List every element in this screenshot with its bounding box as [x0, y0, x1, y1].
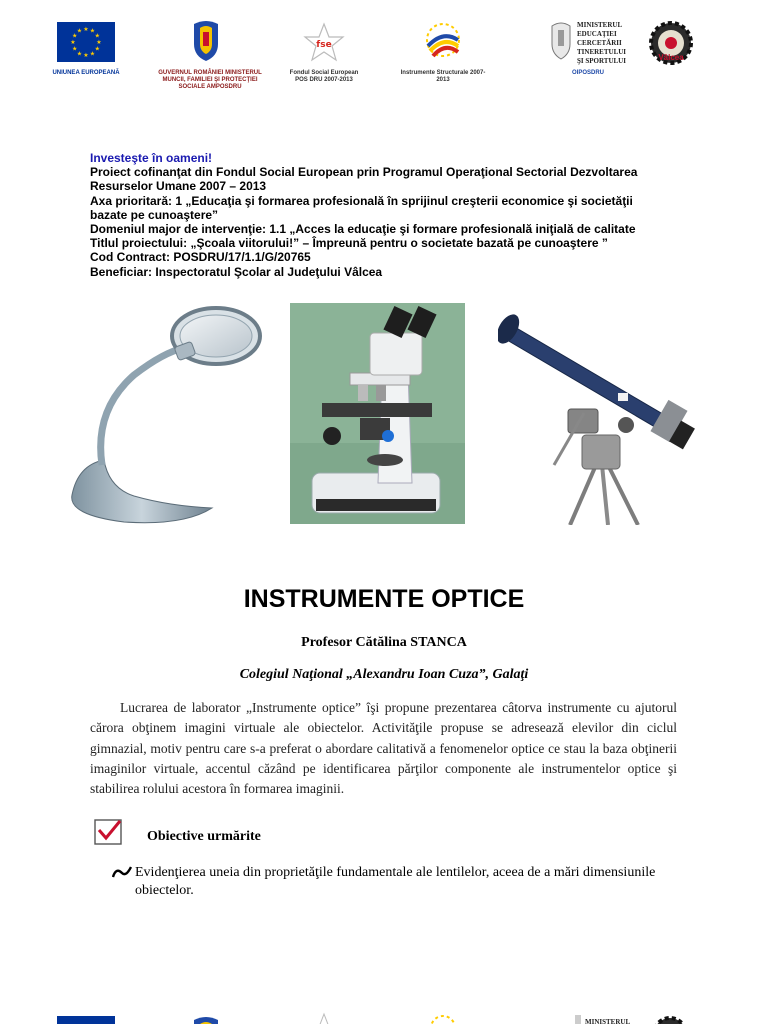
is-caption: Instrumente Structurale 2007-2013	[400, 70, 486, 83]
ministry-emblem-logo	[550, 20, 572, 60]
intro-paragraph: Lucrarea de laborator „Instrumente optice” îşi propune prezentarea câtorva instrumente cu ajutorul cărora obţinem imagini virtuale ale obiectelor. Activităţile propuse se adresează elevilor din ciclul gimnazial, motiv pentru care s-a preferat o abordare calitativă a fenomenelor optice ce stau la baza obţinerii imaginilor virtuale, accentul căzând pe identificarea părţilor componente ale instrumentelor optice şi stabilirea rolului acestora în formarea imaginii.	[90, 700, 677, 797]
fse-caption: Fondul Social European POS DRU 2007-2013	[289, 70, 359, 83]
gov-caption: GUVERNUL ROMÂNIEI MINISTERUL MUNCII, FAMILIEI ŞI PROTECŢIEI SOCIALE AMPOSDRU	[158, 70, 262, 90]
header-line: Beneficiar: Inspectoratul Şcolar al Judeţului Vâlcea	[90, 264, 383, 279]
eu-flag-logo	[57, 22, 115, 62]
telescope-image	[498, 305, 700, 525]
svg-text:★: ★	[72, 32, 78, 40]
svg-text:★: ★	[89, 27, 96, 35]
next-page-logo-strip	[0, 1010, 768, 1024]
svg-text:★: ★	[94, 32, 100, 40]
header-line: bazate pe cunoaştere”	[90, 207, 219, 222]
valcea-gear-logo	[650, 1014, 690, 1024]
svg-text:★: ★	[94, 45, 100, 53]
bullet-arrow-icon	[112, 865, 132, 879]
instrumente-structurale-logo	[420, 20, 466, 64]
checkbox-checked-icon	[94, 819, 122, 845]
romania-coat-of-arms-logo	[190, 18, 222, 62]
svg-text:fse: fse	[316, 40, 332, 50]
header-line: Domeniul major de intervenţie: 1.1 „Acces la educaţie şi formare profesională iniţială de calitate	[90, 222, 636, 237]
romania-coat-of-arms-logo	[190, 1014, 222, 1024]
svg-text:MINISTERUL: MINISTERUL	[585, 1018, 631, 1024]
author-name: Profesor Cătălina STANCA	[301, 635, 467, 650]
valcea-caption: Vâlcea	[658, 53, 684, 62]
header-line: Axa prioritară: 1 „Educaţia şi formarea profesională în sprijinul creşterii economice şi societăţii	[90, 193, 633, 208]
instrumente-structurale-logo	[425, 1014, 461, 1024]
ministry-emblem-logo	[575, 1013, 635, 1024]
svg-text:★: ★	[76, 27, 83, 35]
document-title: INSTRUMENTE OPTICE	[243, 585, 525, 613]
header-line: Resurselor Umane 2007 – 2013	[90, 179, 267, 194]
header-line: Cod Contract: POSDRU/17/1.1/G/20765	[90, 250, 311, 265]
svg-text:★: ★	[83, 26, 89, 33]
fse-star-logo	[303, 22, 345, 62]
header-line: Proiect cofinanţat din Fondul Social European prin Programul Operaţional Sectorial Dezvoltarea	[90, 165, 638, 180]
svg-text:★: ★	[76, 50, 83, 58]
microscope-image	[290, 303, 465, 524]
eu-caption: UNIUNEA EUROPEANĂ	[52, 70, 120, 76]
logo-strip	[0, 0, 768, 110]
objective-item: Evidenţierea uneia din proprietăţile fundamentale ale lentilelor, aceea de a mări dimensiunile obiectelor.	[135, 865, 656, 898]
ministry-name: MINISTERUL EDUCAŢIEI CERCETĂRII TINERETULUI ŞI SPORTULUI	[577, 21, 627, 65]
ministry-caption: OIPOSDRU	[571, 70, 604, 76]
svg-text:★: ★	[89, 50, 96, 58]
svg-text:★: ★	[96, 39, 102, 46]
eu-flag-logo	[57, 1016, 115, 1024]
magnifier-image	[64, 300, 262, 525]
objectives-heading: Obiective urmărite	[147, 829, 261, 844]
invest-slogan: Investeşte în oameni!	[90, 151, 213, 165]
svg-text:★: ★	[72, 45, 78, 53]
svg-text:★: ★	[70, 39, 76, 46]
header-line: Titlul proiectului: „Şcoala viitorului!” – Împreună pentru o societate bazată pe cunoaştere ”	[90, 236, 608, 251]
fse-star-logo	[303, 1012, 345, 1024]
school-name: Colegiul Naţional „Alexandru Ioan Cuza”, Galaţi	[239, 667, 529, 682]
project-header	[90, 151, 690, 279]
svg-text:★: ★	[83, 52, 89, 59]
